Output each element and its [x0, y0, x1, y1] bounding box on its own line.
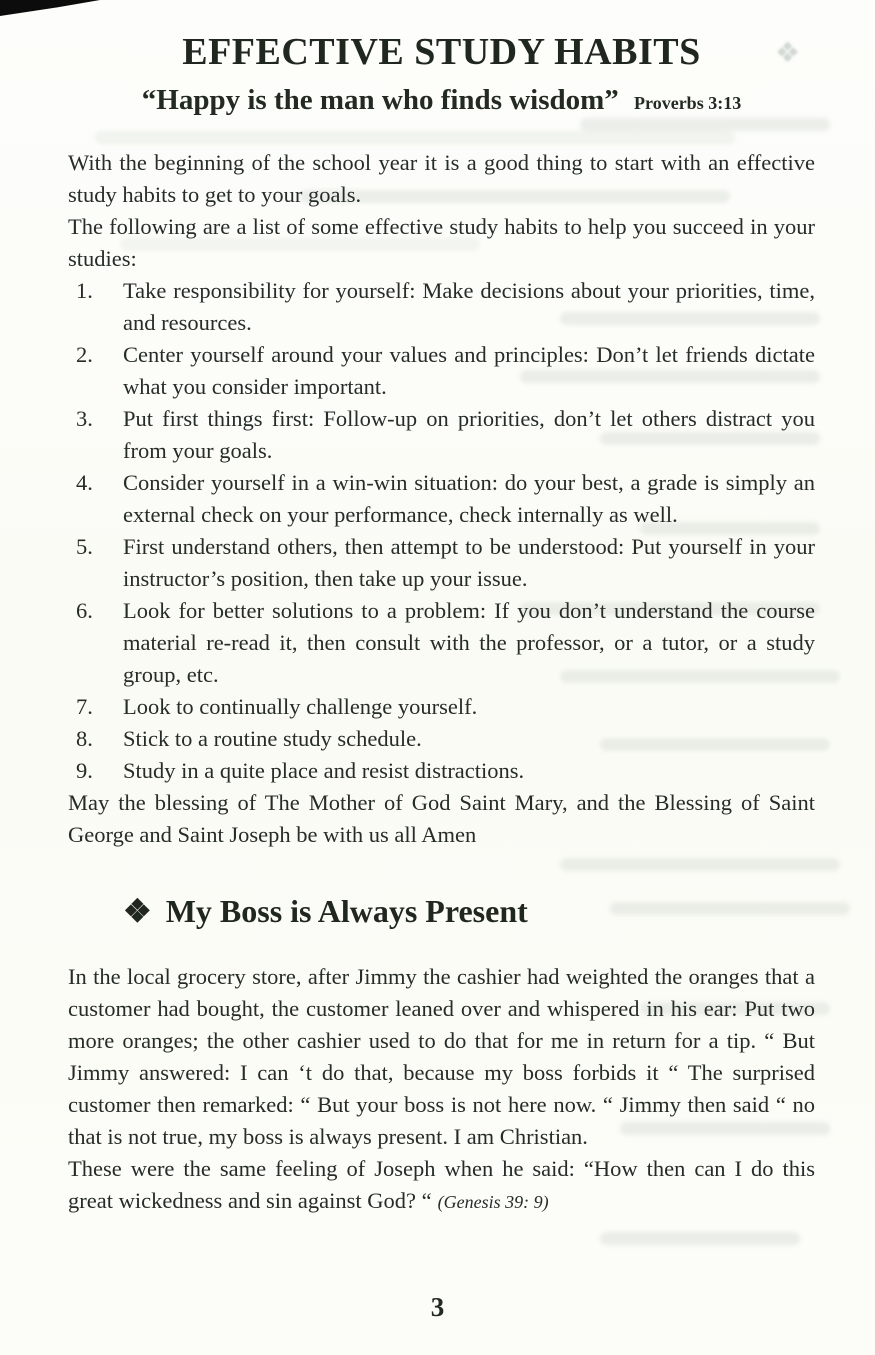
section-title [123, 895, 815, 927]
article-title: EFFECTIVE STUDY HABITS [182, 31, 701, 73]
list-item-number: 9. [76, 758, 93, 783]
list-item-text: Center yourself around your values and principles: Don’t let friends dictate what you consider important. [123, 342, 815, 399]
list-item-text: Take responsibility for yourself: Make decisions about your priorities, time, and resources. [123, 278, 815, 335]
list-item-number: 6. [76, 598, 93, 623]
list-item-number: 7. [76, 694, 93, 719]
list-item-text: Study in a quite place and resist distractions. [123, 758, 525, 783]
list-item-number: 1. [76, 278, 93, 303]
bleed-through-artifact [600, 1232, 800, 1245]
intro-paragraph: With the beginning of the school year it is a good thing to start with an effective study habits to get to your goals. [68, 150, 815, 207]
subtitle-quote: “Happy is the man who finds wisdom” [141, 84, 619, 116]
article-body [68, 147, 815, 1218]
list-item [68, 467, 815, 531]
list-item-number: 2. [76, 342, 93, 367]
list-item-text: Stick to a routine study schedule. [123, 726, 422, 751]
conclusion-paragraph [68, 1153, 815, 1218]
list-item-text: Look to continually challenge yourself. [123, 694, 478, 719]
list-item [68, 339, 815, 403]
intro-paragraph: The following are a list of some effective study habits to help you succeed in your studies: [68, 214, 815, 271]
list-item-number: 4. [76, 470, 93, 495]
story-paragraph: In the local grocery store, after Jimmy the cashier had weighted the oranges that a customer had bought, the customer leaned over and whispered in his ear: Put two more oranges; the other cashier used to do that for me in return for a tip. “ But Jimmy answered: I can ‘t do that, because my boss forbids it “ The surprised customer then remarked: “ But your boss is not here now. “ Jimmy then said “ no that is not true, my boss is always present. I am Christian. [68, 964, 815, 1149]
list-item [68, 595, 815, 691]
list-item-number: 8. [76, 726, 93, 751]
list-item [68, 403, 815, 467]
scripture-citation: (Genesis 39: 9) [437, 1192, 549, 1212]
list-item-text: Consider yourself in a win-win situation: do your best, a grade is simply an external check on your performance, check internally as well. [123, 470, 815, 527]
page-number: 3 [430, 1292, 445, 1322]
diamond-bullet-icon: ❖ [123, 893, 152, 929]
list-item-text: Put first things first: Follow-up on priorities, don’t let others distract you from your goals. [123, 406, 815, 463]
blessing-paragraph: May the blessing of The Mother of God Saint Mary, and the Blessing of Saint George and Saint Joseph be with us all Amen [68, 790, 815, 847]
section-title-text: My Boss is Always Present [165, 893, 528, 929]
article-subtitle [68, 84, 815, 117]
list-item [68, 275, 815, 339]
list-item [68, 691, 815, 723]
list-item-text: First understand others, then attempt to be understood: Put yourself in your instructor’s position, then take up your issue. [123, 534, 815, 591]
list-item-text: Look for better solutions to a problem: If you don’t understand the course material re-read it, then consult with the professor, or a tutor, or a study group, etc. [123, 598, 815, 687]
list-item [68, 723, 815, 755]
scripture-reference: Proverbs 3:13 [634, 93, 742, 113]
list-item-number: 3. [76, 406, 93, 431]
conclusion-text: These were the same feeling of Joseph when he said: “How then can I do this great wickedness and sin against God? “ [68, 1156, 815, 1213]
bleed-through-diamond-icon: ❖ [775, 38, 801, 69]
list-item-number: 5. [76, 534, 93, 559]
list-item [68, 755, 815, 787]
list-item [68, 531, 815, 595]
study-habits-list [68, 275, 815, 787]
